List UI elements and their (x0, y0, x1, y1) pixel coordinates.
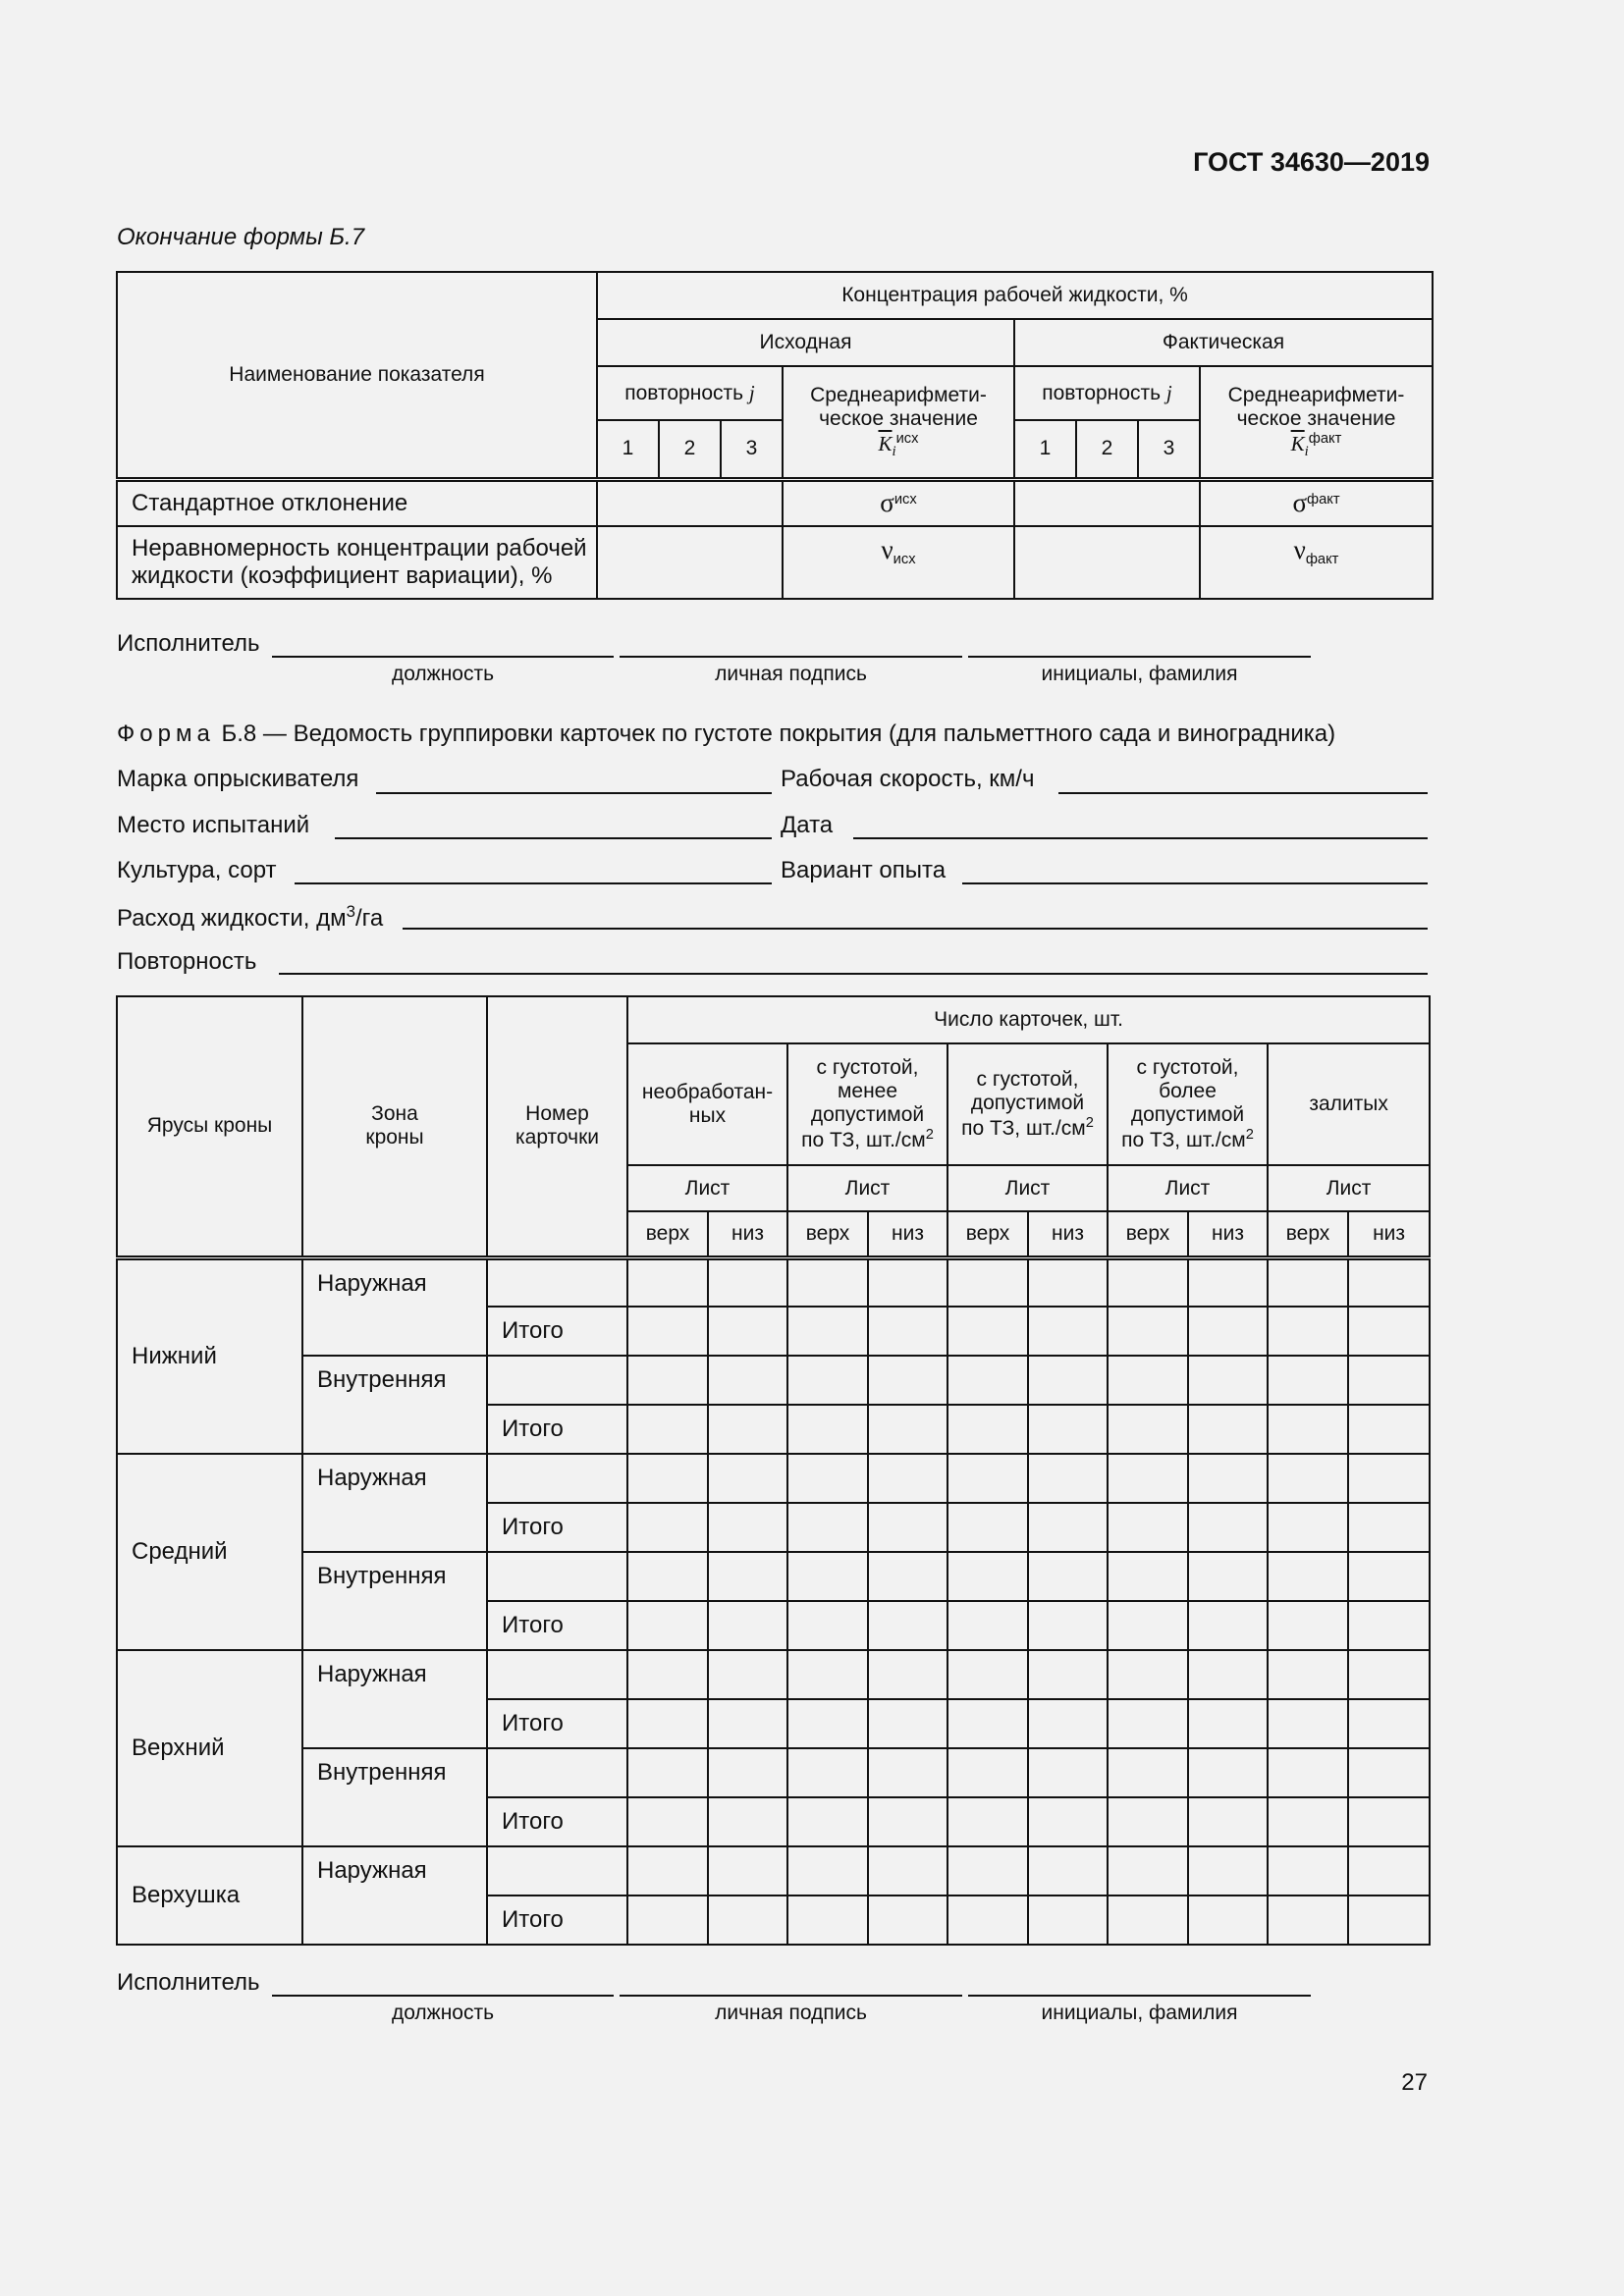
count-cell[interactable] (1108, 1846, 1188, 1896)
repeat-number: 2 (1076, 420, 1138, 479)
count-cell[interactable] (1348, 1797, 1430, 1846)
form-b8-title: Форма Б.8 — Ведомость группировки карточек по густоте покрытия (для пальметтного сада и виноградника) (117, 721, 1336, 747)
row-total: Итого (487, 1307, 627, 1356)
count-cell[interactable] (1108, 1307, 1188, 1356)
zone-inner: Внутренняя (302, 1552, 487, 1650)
count-cell[interactable] (1188, 1650, 1268, 1699)
row-total: Итого (487, 1405, 627, 1454)
cell-empty (597, 479, 783, 526)
count-cell[interactable] (1348, 1846, 1430, 1896)
count-cell[interactable] (708, 1699, 787, 1748)
count-cell[interactable] (1028, 1748, 1108, 1797)
header-zone: Зона кроны (302, 996, 487, 1257)
count-cell[interactable] (1348, 1503, 1430, 1552)
row-total: Итого (487, 1797, 627, 1846)
header-top: верх (1108, 1211, 1188, 1257)
count-cell[interactable] (868, 1307, 947, 1356)
header-top: верх (947, 1211, 1028, 1257)
count-cell[interactable] (1188, 1699, 1268, 1748)
count-cell[interactable] (1028, 1650, 1108, 1699)
header-bottom: низ (1028, 1211, 1108, 1257)
count-cell[interactable] (1188, 1601, 1268, 1650)
header-mean-initial (783, 366, 1014, 479)
header-tiers: Ярусы кроны (117, 996, 302, 1257)
caption-position: должность (391, 663, 495, 685)
count-cell[interactable] (708, 1650, 787, 1699)
count-cell[interactable] (947, 1503, 1028, 1552)
header-flooded: залитых (1268, 1043, 1430, 1165)
count-cell[interactable] (1108, 1503, 1188, 1552)
count-cell[interactable] (1028, 1552, 1108, 1601)
header-card-number: Номер карточки (487, 996, 627, 1257)
initials-line[interactable] (968, 656, 1311, 658)
count-cell[interactable] (627, 1896, 708, 1945)
count-cell[interactable] (947, 1846, 1028, 1896)
field-work-speed-line[interactable] (1058, 792, 1428, 794)
mean-label-line2: ческое значение (819, 406, 978, 430)
header-untreated: необработан- ных (627, 1043, 787, 1165)
zone-outer: Наружная (302, 1650, 487, 1748)
page-number: 27 (1401, 2069, 1428, 2096)
count-cell[interactable] (627, 1454, 708, 1503)
repeat-var: j (748, 381, 755, 404)
card-grouping-table (116, 995, 1431, 1946)
count-cell[interactable] (1188, 1257, 1268, 1307)
count-cell[interactable] (708, 1356, 787, 1405)
concentration-table (116, 271, 1434, 600)
header-top: верх (787, 1211, 868, 1257)
count-cell[interactable] (868, 1257, 947, 1307)
count-cell[interactable] (1108, 1896, 1188, 1945)
count-cell[interactable] (1188, 1846, 1268, 1896)
count-cell[interactable] (1028, 1257, 1108, 1307)
zone-outer: Наружная (302, 1846, 487, 1945)
count-cell[interactable] (787, 1699, 868, 1748)
count-cell[interactable] (947, 1307, 1028, 1356)
caption-signature: личная подпись (715, 2002, 867, 2024)
header-bottom: низ (868, 1211, 947, 1257)
count-cell[interactable] (1268, 1552, 1348, 1601)
count-cell[interactable] (1268, 1650, 1348, 1699)
card-number-cell[interactable] (487, 1552, 627, 1601)
count-cell[interactable] (1188, 1405, 1268, 1454)
count-cell[interactable] (1188, 1454, 1268, 1503)
count-cell[interactable] (947, 1896, 1028, 1945)
count-cell[interactable] (947, 1601, 1028, 1650)
header-leaf: Лист (1108, 1165, 1268, 1211)
count-cell[interactable] (1268, 1601, 1348, 1650)
repeat-number: 1 (1014, 420, 1076, 479)
header-density-ok: с густотой, допустимой по ТЗ, $шт./см^2$ (947, 1043, 1108, 1165)
count-cell[interactable] (1188, 1797, 1268, 1846)
zone-inner: Внутренняя (302, 1748, 487, 1846)
count-cell[interactable] (627, 1552, 708, 1601)
count-cell[interactable] (1348, 1454, 1430, 1503)
caption-initials: инициалы, фамилия (1041, 2002, 1238, 2024)
card-number-cell[interactable] (487, 1257, 627, 1307)
header-leaf: Лист (787, 1165, 947, 1211)
count-cell[interactable] (947, 1650, 1028, 1699)
count-cell[interactable] (1348, 1356, 1430, 1405)
zone-outer: Наружная (302, 1454, 487, 1552)
count-cell[interactable] (627, 1846, 708, 1896)
header-bottom: низ (708, 1211, 787, 1257)
count-cell[interactable] (1348, 1748, 1430, 1797)
position-line[interactable] (272, 1995, 614, 1997)
header-repeat-initial (597, 366, 783, 420)
count-cell[interactable] (1268, 1307, 1348, 1356)
header-leaf: Лист (1268, 1165, 1430, 1211)
count-cell[interactable] (1108, 1552, 1188, 1601)
count-cell[interactable] (1348, 1552, 1430, 1601)
cell-empty (1014, 479, 1200, 526)
count-cell[interactable] (627, 1356, 708, 1405)
count-cell[interactable] (1268, 1797, 1348, 1846)
count-cell[interactable] (1268, 1454, 1348, 1503)
mean-label-line2: ческое значение (1236, 406, 1396, 430)
count-cell[interactable] (947, 1748, 1028, 1797)
field-repeatability-label: Повторность (117, 948, 257, 975)
zone-outer: Наружная (302, 1257, 487, 1356)
count-cell[interactable] (1108, 1257, 1188, 1307)
count-cell[interactable] (868, 1846, 947, 1896)
count-cell[interactable] (1108, 1699, 1188, 1748)
count-cell[interactable] (868, 1699, 947, 1748)
field-variant-line[interactable] (962, 882, 1428, 884)
count-cell[interactable] (947, 1454, 1028, 1503)
card-number-cell[interactable] (487, 1846, 627, 1896)
header-top: верх (1268, 1211, 1348, 1257)
header-top: верх (627, 1211, 708, 1257)
card-number-cell[interactable] (487, 1748, 627, 1797)
field-sprayer-brand-line[interactable] (376, 792, 772, 794)
zone-inner: Внутренняя (302, 1356, 487, 1454)
field-sprayer-brand-label: Марка опрыскивателя (117, 766, 359, 792)
field-crop-line[interactable] (295, 882, 772, 884)
count-cell[interactable] (627, 1503, 708, 1552)
header-bottom: низ (1188, 1211, 1268, 1257)
field-liquid-flow-label: Расход жидкости, $дм^3/га$ (117, 902, 384, 932)
count-cell[interactable] (1268, 1503, 1348, 1552)
count-cell[interactable] (627, 1650, 708, 1699)
mean-label-line1: Среднеарифмети- (810, 383, 987, 406)
count-cell[interactable] (1348, 1650, 1430, 1699)
card-number-cell[interactable] (487, 1356, 627, 1405)
count-cell[interactable] (708, 1846, 787, 1896)
count-cell[interactable] (1108, 1797, 1188, 1846)
count-cell[interactable] (1028, 1797, 1108, 1846)
count-cell[interactable] (1268, 1699, 1348, 1748)
count-cell[interactable] (787, 1601, 868, 1650)
count-cell[interactable] (787, 1552, 868, 1601)
repeat-number: 3 (1138, 420, 1200, 479)
count-cell[interactable] (868, 1797, 947, 1846)
count-cell[interactable] (1268, 1896, 1348, 1945)
row-variation-coefficient: Неравномерность концентрации рабочей жидкости (коэффициент вариации), % (117, 526, 597, 599)
count-cell[interactable] (868, 1748, 947, 1797)
field-repeatability-line[interactable] (279, 973, 1428, 975)
count-cell[interactable] (708, 1552, 787, 1601)
count-cell[interactable] (627, 1307, 708, 1356)
standard-number: ГОСТ 34630—2019 (1193, 147, 1430, 177)
row-total: Итого (487, 1699, 627, 1748)
row-total: Итого (487, 1503, 627, 1552)
header-leaf: Лист (947, 1165, 1108, 1211)
count-cell[interactable] (1348, 1699, 1430, 1748)
count-cell[interactable] (787, 1650, 868, 1699)
count-cell[interactable] (868, 1650, 947, 1699)
count-cell[interactable] (1028, 1601, 1108, 1650)
row-total: Итого (487, 1896, 627, 1945)
count-cell[interactable] (627, 1699, 708, 1748)
count-cell[interactable] (1108, 1601, 1188, 1650)
count-cell[interactable] (627, 1405, 708, 1454)
card-number-cell[interactable] (487, 1454, 627, 1503)
field-date-label: Дата (781, 812, 834, 838)
field-test-place-line[interactable] (335, 837, 772, 839)
mean-symbol-initial: $\overline{K}_i^{исх}$ (878, 430, 919, 459)
field-crop-label: Культура, сорт (117, 857, 277, 883)
count-cell[interactable] (1028, 1454, 1108, 1503)
cell-empty (597, 526, 783, 599)
count-cell[interactable] (947, 1552, 1028, 1601)
count-cell[interactable] (1348, 1307, 1430, 1356)
initials-line[interactable] (968, 1995, 1311, 1997)
count-cell[interactable] (947, 1699, 1028, 1748)
count-cell[interactable] (627, 1748, 708, 1797)
count-cell[interactable] (1028, 1356, 1108, 1405)
count-cell[interactable] (1268, 1257, 1348, 1307)
header-mean-actual (1200, 366, 1433, 479)
tier-middle: Средний (117, 1454, 302, 1650)
count-cell[interactable] (787, 1356, 868, 1405)
tier-top: Верхушка (117, 1846, 302, 1945)
executor-label: Исполнитель (117, 630, 260, 657)
count-cell[interactable] (1028, 1896, 1108, 1945)
count-cell[interactable] (868, 1356, 947, 1405)
caption-position: должность (391, 2002, 495, 2024)
count-cell[interactable] (787, 1748, 868, 1797)
count-cell[interactable] (787, 1846, 868, 1896)
repeat-number: 3 (721, 420, 783, 479)
header-leaf: Лист (627, 1165, 787, 1211)
position-line[interactable] (272, 656, 614, 658)
header-repeat-actual (1014, 366, 1200, 420)
mean-label-line1: Среднеарифмети- (1227, 383, 1405, 406)
count-cell[interactable] (787, 1896, 868, 1945)
var-actual-symbol: $\nu_{факт}$ (1200, 526, 1433, 599)
count-cell[interactable] (947, 1797, 1028, 1846)
executor-label: Исполнитель (117, 1969, 260, 1996)
count-cell[interactable] (1028, 1405, 1108, 1454)
field-date-line[interactable] (853, 837, 1428, 839)
caption-signature: личная подпись (715, 663, 867, 685)
count-cell[interactable] (627, 1797, 708, 1846)
count-cell[interactable] (868, 1503, 947, 1552)
count-cell[interactable] (1108, 1748, 1188, 1797)
count-cell[interactable] (868, 1896, 947, 1945)
count-cell[interactable] (708, 1748, 787, 1797)
count-cell[interactable] (868, 1601, 947, 1650)
count-cell[interactable] (1188, 1356, 1268, 1405)
row-total: Итого (487, 1601, 627, 1650)
header-bottom: низ (1348, 1211, 1430, 1257)
count-cell[interactable] (1028, 1307, 1108, 1356)
count-cell[interactable] (868, 1454, 947, 1503)
header-indicator-name: Наименование показателя (117, 272, 597, 479)
header-density-less: с густотой, менее допустимой по ТЗ, $шт./см^2$ (787, 1043, 947, 1165)
field-work-speed-label: Рабочая скорость, км/ч (781, 766, 1035, 792)
count-cell[interactable] (1268, 1846, 1348, 1896)
count-cell[interactable] (947, 1405, 1028, 1454)
count-cell[interactable] (1188, 1307, 1268, 1356)
repeat-var: j (1165, 381, 1172, 404)
field-variant-label: Вариант опыта (781, 857, 947, 883)
header-card-count: Число карточек, шт. (627, 996, 1430, 1043)
count-cell[interactable] (708, 1896, 787, 1945)
count-cell[interactable] (708, 1797, 787, 1846)
count-cell[interactable] (787, 1797, 868, 1846)
count-cell[interactable] (947, 1356, 1028, 1405)
signature-line[interactable] (620, 656, 962, 658)
count-cell[interactable] (708, 1257, 787, 1307)
count-cell[interactable] (1108, 1650, 1188, 1699)
count-cell[interactable] (787, 1405, 868, 1454)
std-actual-symbol: $\sigma^{факт}$ (1200, 479, 1433, 526)
repeat-label: повторность (1042, 382, 1162, 404)
count-cell[interactable] (708, 1307, 787, 1356)
count-cell[interactable] (1268, 1748, 1348, 1797)
count-cell[interactable] (1028, 1503, 1108, 1552)
count-cell[interactable] (1188, 1552, 1268, 1601)
count-cell[interactable] (868, 1405, 947, 1454)
row-std-deviation: Стандартное отклонение (117, 479, 597, 526)
count-cell[interactable] (1268, 1405, 1348, 1454)
count-cell[interactable] (787, 1503, 868, 1552)
cell-empty (1014, 526, 1200, 599)
continuation-caption: Окончание формы Б.7 (117, 224, 365, 250)
tier-upper: Верхний (117, 1650, 302, 1846)
caption-initials: инициалы, фамилия (1041, 663, 1238, 685)
count-cell[interactable] (708, 1503, 787, 1552)
header-actual: Фактическая (1014, 319, 1433, 366)
count-cell[interactable] (787, 1257, 868, 1307)
count-cell[interactable] (1348, 1601, 1430, 1650)
count-cell[interactable] (1028, 1699, 1108, 1748)
count-cell[interactable] (1028, 1846, 1108, 1896)
count-cell[interactable] (627, 1601, 708, 1650)
count-cell[interactable] (1348, 1405, 1430, 1454)
header-concentration: Концентрация рабочей жидкости, % (597, 272, 1433, 319)
count-cell[interactable] (787, 1307, 868, 1356)
var-initial-symbol: $\nu_{исх}$ (783, 526, 1014, 599)
count-cell[interactable] (1268, 1356, 1348, 1405)
count-cell[interactable] (1188, 1503, 1268, 1552)
repeat-label: повторность (624, 382, 744, 404)
count-cell[interactable] (868, 1552, 947, 1601)
signature-line[interactable] (620, 1995, 962, 1997)
repeat-number: 1 (597, 420, 659, 479)
count-cell[interactable] (947, 1257, 1028, 1307)
count-cell[interactable] (787, 1454, 868, 1503)
count-cell[interactable] (1108, 1356, 1188, 1405)
field-test-place-label: Место испытаний (117, 812, 310, 838)
count-cell[interactable] (708, 1405, 787, 1454)
field-liquid-flow-line[interactable] (403, 928, 1428, 930)
mean-symbol-actual: $\overline{K}_i^{факт}$ (1290, 430, 1342, 459)
count-cell[interactable] (1188, 1896, 1268, 1945)
count-cell[interactable] (1108, 1454, 1188, 1503)
header-initial: Исходная (597, 319, 1014, 366)
tier-lower: Нижний (117, 1257, 302, 1454)
card-number-cell[interactable] (487, 1650, 627, 1699)
count-cell[interactable] (708, 1454, 787, 1503)
header-density-more: с густотой, более допустимой по ТЗ, $шт./см^2$ (1108, 1043, 1268, 1165)
repeat-number: 2 (659, 420, 721, 479)
count-cell[interactable] (627, 1257, 708, 1307)
count-cell[interactable] (708, 1601, 787, 1650)
count-cell[interactable] (1348, 1896, 1430, 1945)
count-cell[interactable] (1188, 1748, 1268, 1797)
count-cell[interactable] (1348, 1257, 1430, 1307)
count-cell[interactable] (1108, 1405, 1188, 1454)
std-initial-symbol: $\sigma^{исх}$ (783, 479, 1014, 526)
